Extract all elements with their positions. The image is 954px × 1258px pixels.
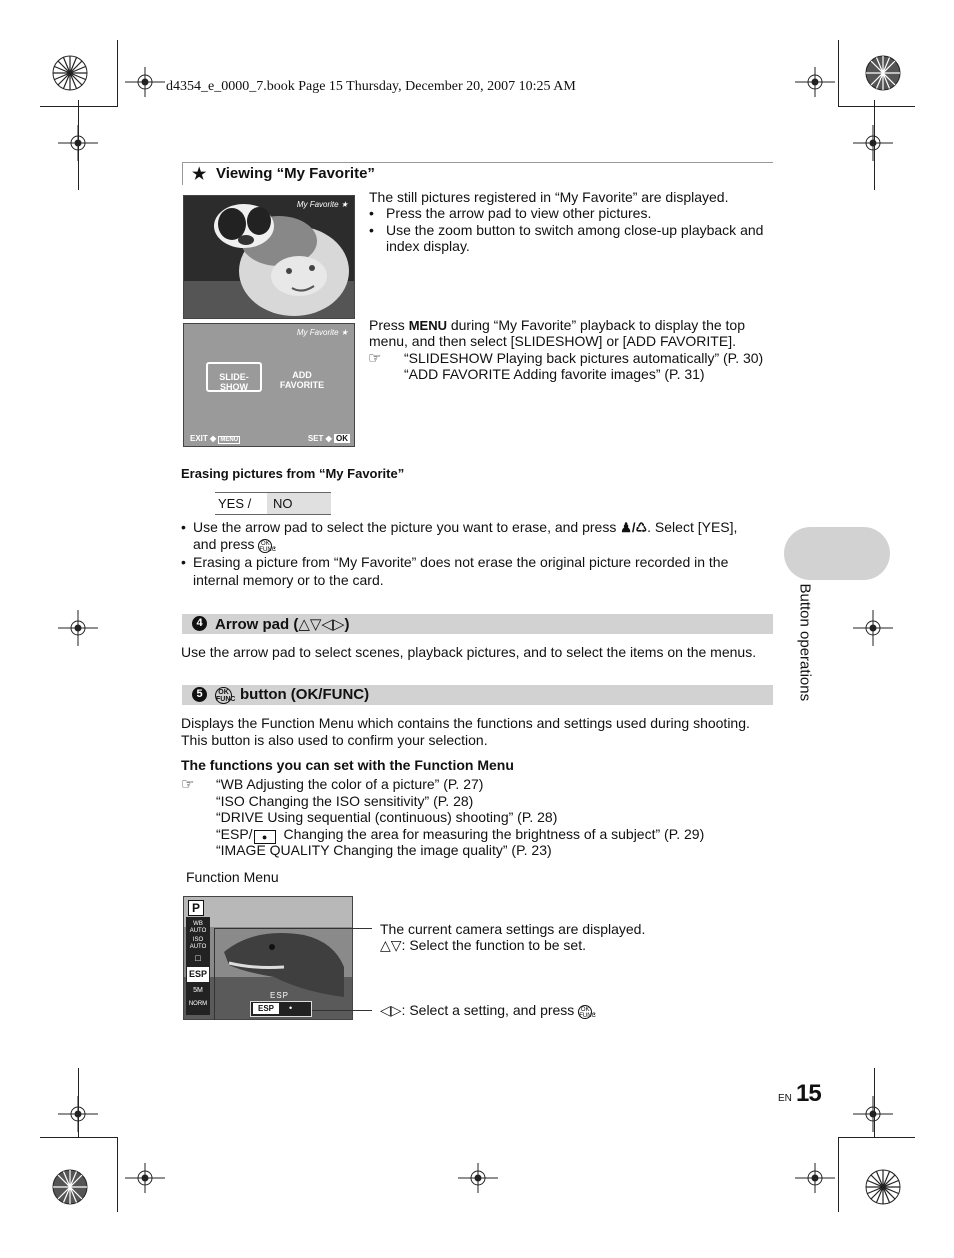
reference-hand-icon: ☞ bbox=[181, 776, 195, 793]
mode-p-indicator: P bbox=[188, 900, 204, 916]
slideshow-label-1: SLIDE- bbox=[219, 372, 249, 382]
callout-select-setting: ◁▷: Select a setting, and press OK FUNC. bbox=[380, 1002, 597, 1019]
section-favorite-header bbox=[182, 162, 773, 185]
side-tab-label: Button operations bbox=[796, 583, 814, 702]
set-hint: SET ◆ OK bbox=[307, 434, 348, 443]
star-icon: ★ bbox=[192, 166, 207, 183]
starburst-icon bbox=[858, 1162, 908, 1212]
crosshair-icon bbox=[853, 1096, 893, 1132]
erase-button-icon: ♟/♺ bbox=[620, 520, 648, 535]
page-number: 15 bbox=[796, 1080, 821, 1107]
ok-ref-3: “DRIVE Using sequential (continuous) shooting” (P. 28) bbox=[216, 809, 558, 825]
crosshair-icon bbox=[125, 1163, 165, 1193]
menu-item-quality[interactable]: NORM bbox=[188, 1001, 208, 1007]
callout-select-function: △▽: Select the function to be set. bbox=[380, 937, 586, 953]
starburst-icon bbox=[858, 48, 908, 98]
section-number-4: 4 bbox=[192, 616, 207, 631]
spot-metering-icon: ● bbox=[254, 830, 276, 844]
function-menu-subtitle: The functions you can set with the Function Menu bbox=[181, 757, 514, 773]
lcd-screen-favorite-photo bbox=[183, 195, 355, 319]
ok-ref-2: “ISO Changing the ISO sensitivity” (P. 28) bbox=[216, 793, 474, 809]
ok-func-icon: OK FUNC bbox=[216, 689, 236, 703]
crosshair-icon bbox=[795, 1163, 835, 1193]
add-favorite-label-2: FAVORITE bbox=[279, 380, 325, 390]
favorite-bullet-1: Press the arrow pad to view other pictures. bbox=[386, 205, 652, 221]
crosshair-icon bbox=[458, 1163, 498, 1193]
ok-body-2: This button is also used to confirm your selection. bbox=[181, 732, 488, 748]
setting-esp[interactable]: ESP bbox=[253, 1003, 279, 1014]
erasing-bullet-1c: and press OK FUNC. bbox=[193, 536, 277, 553]
menu-item-wb[interactable]: WB AUTO bbox=[189, 921, 207, 934]
screen2-label: My Favorite ★ bbox=[296, 328, 348, 337]
ok-body-1: Displays the Function Menu which contains the functions and settings used during shooting. bbox=[181, 715, 750, 731]
ok-func-icon: OK FUNC bbox=[579, 1007, 596, 1019]
option-yes[interactable]: YES / bbox=[218, 496, 252, 511]
favorite-menu-text: Press MENU during “My Favorite” playback to display the top bbox=[369, 317, 745, 333]
ok-ref-quality: “IMAGE QUALITY Changing the image quality” (P. 23) bbox=[216, 842, 552, 858]
option-no[interactable]: NO bbox=[273, 496, 293, 511]
favorite-menu-text-2: menu, and then select [SLIDESHOW] or [ADD FAVORITE]. bbox=[369, 333, 736, 349]
callout-settings: The current camera settings are displayed. bbox=[380, 921, 646, 937]
dog-and-boy-photo bbox=[184, 196, 354, 318]
side-tab bbox=[784, 527, 890, 580]
starburst-icon bbox=[45, 48, 95, 98]
section-number-5: 5 bbox=[192, 687, 207, 702]
erase-options-box bbox=[215, 492, 331, 515]
section-favorite-title: Viewing “My Favorite” bbox=[216, 165, 375, 182]
left-right-icon: ◁▷ bbox=[380, 1002, 402, 1018]
menu-button-label: MENU bbox=[408, 318, 447, 333]
menu-item-size[interactable]: 5M bbox=[193, 987, 203, 994]
set-label: SET bbox=[307, 434, 324, 443]
favorite-ref-1: “SLIDESHOW Playing back pictures automatically” (P. 30) bbox=[404, 350, 764, 366]
starburst-icon bbox=[45, 1162, 95, 1212]
function-menu-sidebar bbox=[186, 917, 210, 1015]
add-favorite-menu-item[interactable] bbox=[272, 362, 332, 392]
crosshair-icon bbox=[125, 67, 165, 97]
ok-ref-esp: “ESP/ ● Changing the area for measuring the brightness of a subject” (P. 29) bbox=[216, 826, 705, 842]
arrow-title-a: Arrow pad ( bbox=[215, 616, 299, 633]
favorite-ref-2: “ADD FAVORITE Adding favorite images” (P. 31) bbox=[404, 366, 705, 382]
erasing-bullet-1: Use the arrow pad to select the picture you want to erase, and press ♟/♺. Select [YES], bbox=[193, 519, 738, 535]
ok-ref-1: “WB Adjusting the color of a picture” (P. 27) bbox=[216, 776, 484, 792]
bottom-setting-bar bbox=[250, 1001, 312, 1017]
screen1-label: My Favorite ★ bbox=[296, 200, 348, 209]
print-header: d4354_e_0000_7.book Page 15 Thursday, December 20, 2007 10:25 AM bbox=[166, 79, 576, 94]
section-ok-header bbox=[182, 685, 773, 705]
menu-item-drive[interactable]: □ bbox=[195, 953, 201, 963]
menu-box-label: MENU bbox=[220, 437, 239, 443]
exit-label: EXIT bbox=[190, 434, 208, 443]
page-lang: EN bbox=[778, 1093, 792, 1104]
function-menu-label: Function Menu bbox=[186, 869, 279, 885]
ok-title: button (OK/FUNC) bbox=[240, 686, 370, 703]
add-favorite-label-1: ADD bbox=[292, 370, 312, 380]
bottom-setting-title: ESP bbox=[270, 991, 290, 1000]
arrow-pad-icons: △▽◁▷ bbox=[298, 616, 345, 633]
slideshow-menu-item[interactable] bbox=[206, 362, 262, 392]
lcd-screen-favorite-menu bbox=[183, 323, 355, 447]
arrow-body: Use the arrow pad to select scenes, playback pictures, and to select the items on the menus. bbox=[181, 644, 757, 660]
setting-spot[interactable]: • bbox=[289, 1003, 293, 1013]
reference-hand-icon: ☞ bbox=[368, 350, 382, 367]
exit-hint: EXIT ◆ MENU bbox=[190, 434, 239, 443]
section-arrow-header bbox=[182, 614, 773, 634]
crosshair-icon bbox=[853, 610, 893, 646]
menu-item-iso[interactable]: ISO AUTO bbox=[189, 937, 207, 950]
lcd-screen-function-menu bbox=[183, 896, 353, 1020]
crosshair-icon bbox=[853, 125, 893, 161]
crosshair-icon bbox=[58, 610, 98, 646]
arrow-title-b: ) bbox=[344, 616, 350, 633]
ok-box-label: OK bbox=[336, 434, 348, 443]
favorite-bullet-2b: index display. bbox=[386, 238, 470, 254]
menu-item-esp[interactable]: ESP bbox=[187, 967, 209, 982]
favorite-intro: The still pictures registered in “My Favorite” are displayed. bbox=[369, 189, 729, 205]
favorite-bullet-2: Use the zoom button to switch among close-up playback and bbox=[386, 222, 764, 238]
erasing-bullet-2b: internal memory or to the card. bbox=[193, 572, 384, 588]
up-down-icon: △▽ bbox=[380, 937, 402, 953]
crosshair-icon bbox=[795, 67, 835, 97]
slideshow-label-2: SHOW bbox=[220, 382, 248, 392]
erasing-title: Erasing pictures from “My Favorite” bbox=[181, 466, 405, 481]
ok-func-icon: OK FUNC bbox=[259, 541, 277, 553]
erasing-bullet-2: Erasing a picture from “My Favorite” does not erase the original picture recorded in the bbox=[193, 554, 729, 570]
